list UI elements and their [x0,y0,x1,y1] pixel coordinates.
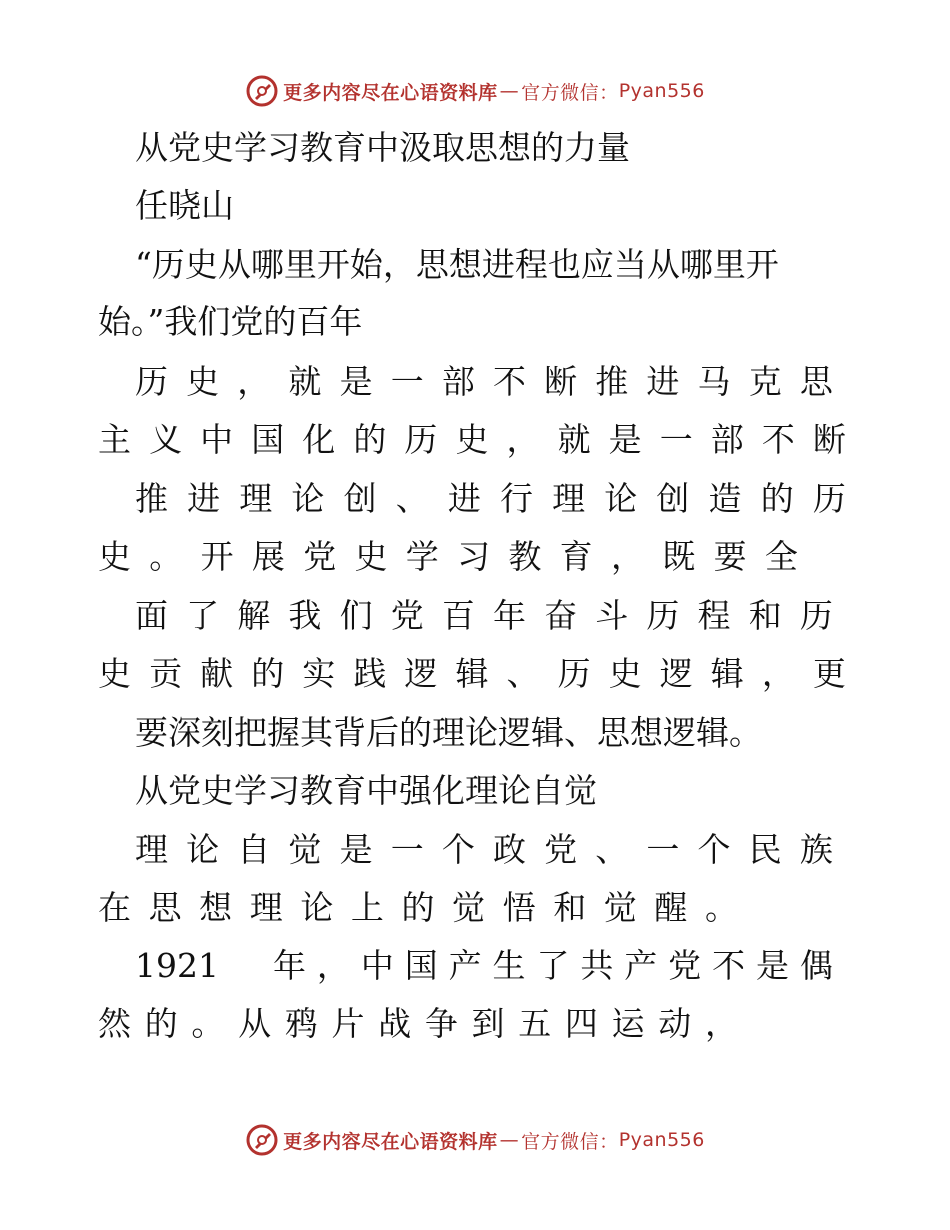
text-char: 的 [353,420,387,459]
brand-logo-icon [245,74,279,108]
text-char: ， [316,946,350,985]
text-char: 推 [595,362,629,401]
text-char: 在 [98,888,131,927]
text-char: 、 [395,479,429,518]
text-char: 创 [656,479,690,518]
text-char: 片 [331,1004,365,1043]
text-char: 党 [544,830,578,869]
text-char: 逻 [659,654,693,693]
text-char: 国 [251,420,285,459]
text-char: 学 [405,537,439,576]
text-char: 化 [302,420,336,459]
quote-line-2: 始。”我们党的百年 [98,302,363,341]
text-char: 理 [239,479,273,518]
text-char: 民 [748,830,782,869]
watermark-separator: — [499,1129,520,1151]
text-char: 共 [580,946,614,985]
text-char: 产 [624,946,658,985]
text-char: 全 [764,537,798,576]
text-char: 思 [148,888,182,927]
text-char: 了 [186,596,220,635]
text-char: 史 [186,362,220,401]
text-char: 史 [98,654,131,693]
text-char: 的 [401,888,435,927]
text-char: 了 [536,946,570,985]
text-char: 理 [552,479,586,518]
text-char: 个 [441,830,475,869]
text-char: 行 [499,479,533,518]
text-char: 党 [303,537,337,576]
footer-watermark [0,1120,950,1160]
text-char: 是 [339,830,373,869]
text-char: 辑 [710,654,744,693]
text-char: 主 [98,420,131,459]
text-char: 是 [339,362,373,401]
text-char: 族 [799,830,833,869]
text-char: 一 [390,362,424,401]
text-char: 和 [553,888,587,927]
watermark-contact: Pyan556 [618,80,705,102]
text-char: 是 [755,946,789,985]
text-char: 部 [441,362,475,401]
text-char: 一 [646,830,680,869]
document-title: 从党史学习教育中汲取思想的力量 [135,128,630,167]
text-char: 不 [492,362,526,401]
text-char: 进 [646,362,680,401]
text-char: 论 [291,479,325,518]
text-char: 上 [350,888,384,927]
text-char: 历 [135,362,168,401]
text-char: 理 [135,830,168,869]
text-char: 克 [748,362,782,401]
text-char: 献 [200,654,234,693]
text-char: 个 [697,830,731,869]
text-char: 展 [251,537,285,576]
text-char: 更 [812,654,846,693]
document-author: 任晓山 [135,186,234,225]
text-char: 的 [251,654,285,693]
text-char: 逻 [404,654,438,693]
text-char: 、 [595,830,629,869]
watermark-official-label: 官方微信： [521,81,619,104]
text-char: 是 [608,420,642,459]
text-char: 史 [608,654,642,693]
text-char: 开 [200,537,234,576]
text-char: 历 [557,654,591,693]
text-char: 推 [135,479,168,518]
text-char: 的 [760,479,794,518]
text-char: 们 [339,596,373,635]
paragraph-1-line-2 [98,420,846,460]
text-char: ， [761,654,795,693]
text-char: 偶 [799,946,833,985]
text-char: 历 [404,420,438,459]
text-char: 生 [492,946,526,985]
text-char: 然 [98,1004,131,1043]
text-char: 部 [710,420,744,459]
quote-line-1: “历史从哪里开始，思想进程也应当从哪里开 [135,245,779,284]
text-char: 历 [812,479,846,518]
text-char: 自 [237,830,271,869]
paragraph-1-line-7: 要深刻把握其背后的理论逻辑、思想逻辑。 [135,713,762,752]
text-char: 既 [662,537,696,576]
text-char: 践 [353,654,387,693]
text-char: 辑 [455,654,489,693]
text-char: 要 [713,537,747,576]
text-char: 思 [799,362,833,401]
section-subheading: 从党史学习教育中强化理论自觉 [135,771,597,810]
text-char: ， [610,537,644,576]
text-char: 理 [249,888,283,927]
text-char: 动 [658,1004,692,1043]
watermark-site-text: 更多内容尽在心语资料库 [283,1130,498,1153]
text-char: 产 [448,946,482,985]
year-number: 1921 [135,946,219,985]
text-char: 和 [748,596,782,635]
text-char: 不 [761,420,795,459]
paragraph-1-line-3 [135,479,846,519]
text-char: ， [237,362,271,401]
text-char: 觉 [288,830,322,869]
text-char: 。 [191,1004,225,1043]
text-char: 一 [390,830,424,869]
text-char: 历 [646,596,680,635]
brand-logo-icon [245,1123,279,1157]
text-char: 鸦 [284,1004,318,1043]
text-char: 党 [668,946,702,985]
text-char: 贡 [149,654,183,693]
text-char: 论 [186,830,220,869]
text-char: 悟 [502,888,536,927]
text-char: 的 [144,1004,178,1043]
text-char: ， [704,1004,738,1043]
text-char: 我 [288,596,322,635]
text-char: 断 [544,362,578,401]
text-char: 年 [492,596,526,635]
header-watermark [0,71,950,111]
text-char: 马 [697,362,731,401]
text-char: 就 [557,420,591,459]
text-char: 觉 [603,888,637,927]
text-char: 中 [200,420,234,459]
text-char: 教 [508,537,542,576]
text-char: 造 [708,479,742,518]
text-char: 百 [441,596,475,635]
text-char: 醒 [654,888,688,927]
text-char: 史 [98,537,131,576]
paragraph-3-line-1-rest [273,946,833,986]
text-char: ， [506,420,540,459]
text-char: 战 [378,1004,412,1043]
text-char: 就 [288,362,322,401]
text-char: 历 [799,596,833,635]
text-char: 断 [812,420,846,459]
paragraph-2-line-2 [98,888,738,928]
text-char: 论 [300,888,334,927]
watermark-official-label: 官方微信： [521,1130,619,1153]
paragraph-3-line-2 [98,1004,738,1044]
text-char: 、 [506,654,540,693]
text-char: 党 [390,596,424,635]
paragraph-2-line-1 [135,830,833,870]
text-char: 进 [187,479,221,518]
text-char: 义 [149,420,183,459]
watermark-contact: Pyan556 [618,1129,705,1151]
text-char: 论 [604,479,638,518]
paragraph-1-line-4 [98,537,798,577]
text-char: 斗 [595,596,629,635]
paragraph-3-line-1 [135,946,833,986]
text-char: 年 [273,946,306,985]
text-char: 政 [492,830,526,869]
text-char: 习 [457,537,491,576]
text-char: 面 [135,596,168,635]
paragraph-1-line-5 [135,596,833,636]
text-char: 四 [564,1004,598,1043]
text-char: 创 [343,479,377,518]
watermark-site-text: 更多内容尽在心语资料库 [283,81,498,104]
text-char: 想 [199,888,233,927]
text-char: 中 [360,946,394,985]
text-char: 史 [455,420,489,459]
text-char: 一 [659,420,693,459]
paragraph-1-line-1 [135,362,833,402]
text-char: 实 [302,654,336,693]
text-char: 。 [704,888,738,927]
text-char: 觉 [452,888,486,927]
text-char: 解 [237,596,271,635]
text-char: 史 [354,537,388,576]
text-char: 育 [559,537,593,576]
text-char: 五 [518,1004,552,1043]
paragraph-1-line-6 [98,654,846,694]
text-char: 不 [712,946,746,985]
text-char: 。 [149,537,183,576]
text-char: 运 [611,1004,645,1043]
text-char: 从 [238,1004,272,1043]
text-char: 奋 [544,596,578,635]
text-char: 程 [697,596,731,635]
text-char: 国 [404,946,438,985]
watermark-separator: — [499,80,520,102]
text-char: 到 [471,1004,505,1043]
text-char: 进 [447,479,481,518]
text-char: 争 [424,1004,458,1043]
